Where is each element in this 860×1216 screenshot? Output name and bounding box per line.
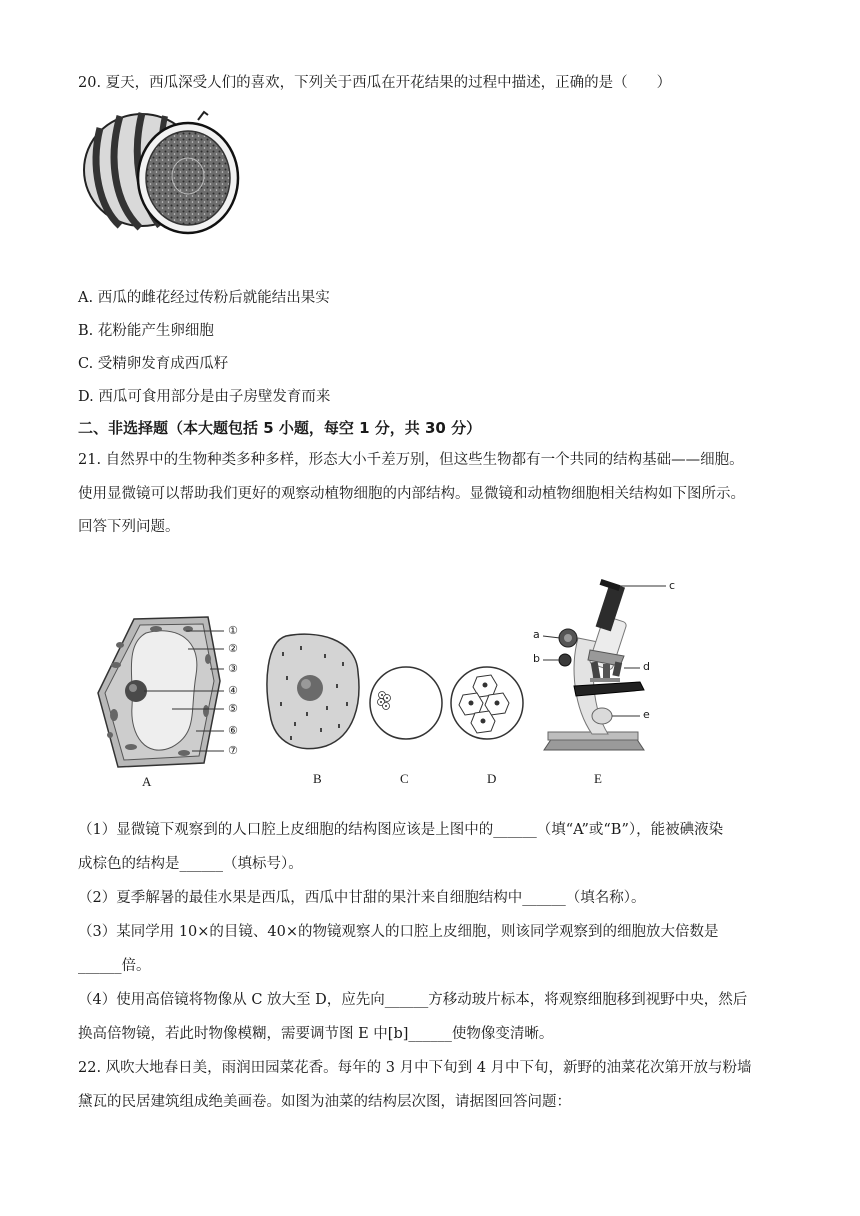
q22-line2: 黛瓦的民居建筑组成绝美画卷。如图为油菜的结构层次图，请据图回答问题：: [78, 1094, 571, 1110]
label-b: b: [533, 652, 540, 665]
section-heading: 二、非选择题（本大题包括 5 小题，每空 1 分，共 30 分）: [78, 419, 482, 437]
animal-cell-diagram: [266, 632, 362, 752]
q21-sub3-line2: ______倍。: [78, 958, 151, 974]
label-c: c: [669, 579, 676, 592]
q21-sub4-line2: 换高倍物镜，若此时物像模糊，需要调节图 E 中[b]______使物像变清晰。: [78, 1026, 554, 1042]
q20-option-d: D. 西瓜可食用部分是由子房壁发育而来: [78, 389, 331, 405]
panel-label-c: C: [400, 771, 409, 786]
marker-2: ②: [228, 642, 238, 655]
q20-option-a: A. 西瓜的雌花经过传粉后就能结出果实: [78, 290, 330, 306]
label-e: e: [643, 708, 650, 721]
marker-7: ⑦: [228, 744, 238, 757]
q21-intro-line1: 21. 自然界中的生物种类多种多样，形态大小千差万别，但这些生物都有一个共同的结构基础——细胞。: [78, 452, 744, 468]
panel-label-e: E: [594, 771, 602, 786]
q21-intro-line3: 回答下列问题。: [78, 519, 180, 535]
q22-line1: 22. 风吹大地春日美，雨润田园菜花香。每年的 3 月中下旬到 4 月中下旬，新野的油菜花次第开放与粉墙: [78, 1060, 752, 1076]
q20-option-c: C. 受精卵发育成西瓜籽: [78, 356, 229, 372]
label-a: a: [533, 628, 540, 641]
plant-cell-diagram: [96, 615, 266, 775]
watermelon-illustration: [80, 108, 240, 238]
field-of-view-c: [368, 665, 444, 741]
panel-label-b: B: [313, 771, 322, 786]
q21-sub2: （2）夏季解暑的最佳水果是西瓜，西瓜中甘甜的果汁来自细胞结构中______（填名称）。: [78, 890, 646, 906]
marker-4: ④: [228, 684, 238, 697]
label-d: d: [643, 660, 650, 673]
marker-5: ⑤: [228, 702, 238, 715]
q20-option-b: B. 花粉能产生卵细胞: [78, 323, 214, 339]
q21-sub3-line1: （3）某同学用 10×的目镜、40×的物镜观察人的口腔上皮细胞，则该同学观察到的细胞放大倍数是: [78, 924, 719, 940]
marker-3: ③: [228, 662, 238, 675]
panel-label-d: D: [487, 771, 497, 786]
field-of-view-d: [449, 665, 525, 741]
q21-sub1-line1: （1）显微镜下观察到的人口腔上皮细胞的结构图应该是上图中的______（填“A”或“B”），能被碘液染: [78, 822, 724, 838]
q21-intro-line2: 使用显微镜可以帮助我们更好的观察动植物细胞的内部结构。显微镜和动植物细胞相关结构如下图所示。: [78, 486, 745, 502]
q21-sub4-line1: （4）使用高倍镜将物像从 C 放大至 D，应先向______方移动玻片标本，将观察细胞移到视野中央，然后: [78, 992, 748, 1008]
q20-stem: 20. 夏天，西瓜深受人们的喜欢，下列关于西瓜在开花结果的过程中描述，正确的是（ ）: [78, 75, 672, 91]
panel-label-a: A: [142, 774, 152, 789]
marker-1: ①: [228, 624, 238, 637]
q21-sub1-line2: 成棕色的结构是______（填标号）。: [78, 856, 303, 872]
marker-6: ⑥: [228, 724, 238, 737]
microscope-diagram: [540, 578, 680, 758]
